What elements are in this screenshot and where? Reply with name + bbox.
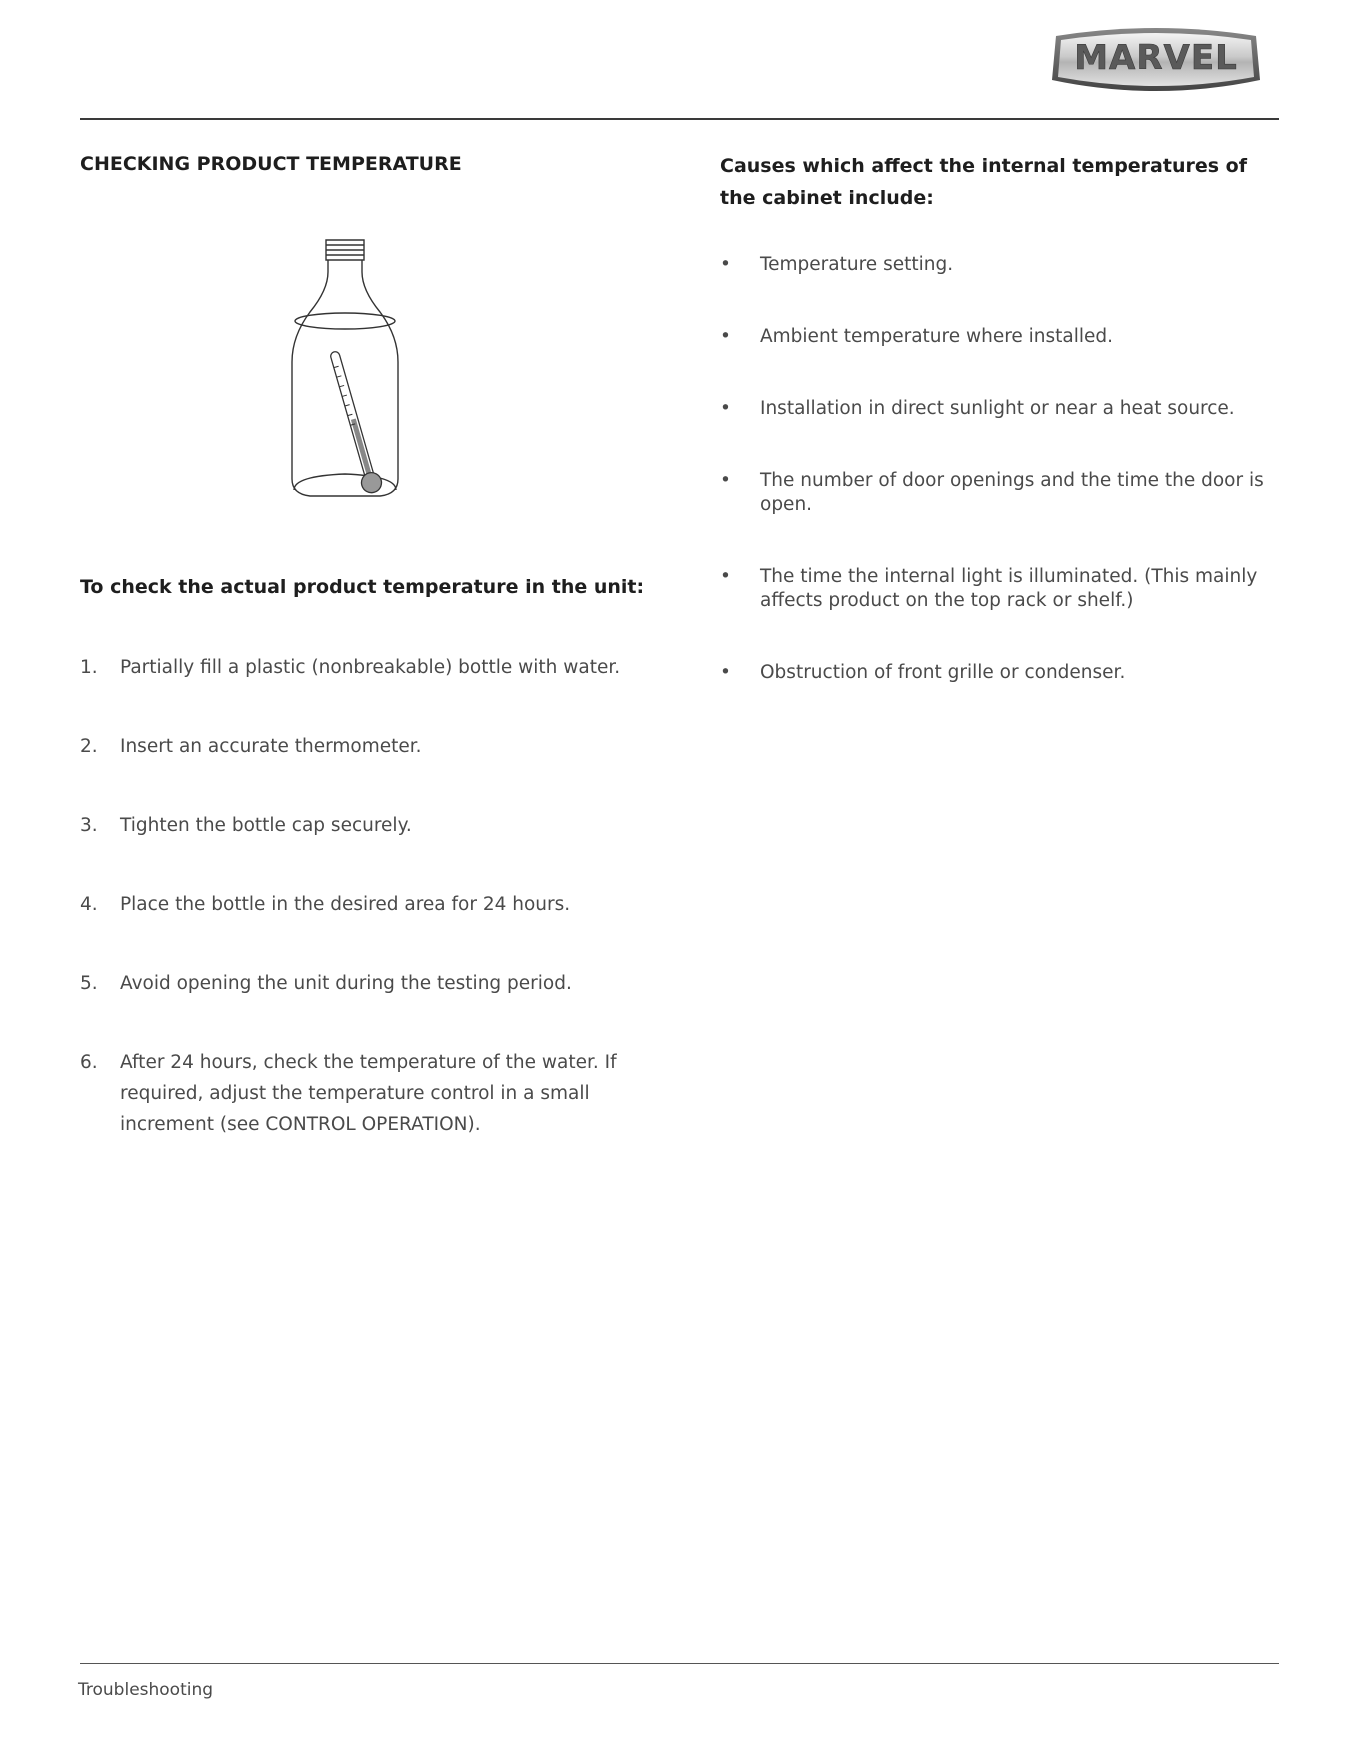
cause-item <box>720 325 1285 349</box>
footer-divider <box>80 1663 1279 1664</box>
marvel-logo <box>1048 22 1264 98</box>
bottle-thermometer-illustration <box>280 232 410 504</box>
step-text: Place the bottle in the desired area for 24 hours. <box>120 894 571 915</box>
right-column <box>720 150 1285 214</box>
cause-text: The time the internal light is illuminated. (This mainly affects product on the top rack or shelf.) <box>760 566 1258 611</box>
section-title: CHECKING PRODUCT TEMPERATURE <box>80 153 462 175</box>
step-item <box>80 968 650 999</box>
cause-text: Temperature setting. <box>760 254 954 275</box>
header-divider <box>80 118 1279 120</box>
step-text: Avoid opening the unit during the testing period. <box>120 973 572 994</box>
step-number: 2. <box>80 736 98 757</box>
step-text: Tighten the bottle cap securely. <box>120 815 412 836</box>
cause-item <box>720 469 1285 517</box>
bullet-icon: • <box>720 398 731 419</box>
cause-item <box>720 565 1285 613</box>
bullet-icon: • <box>720 254 731 275</box>
step-text: Partially fill a plastic (nonbreakable) bottle with water. <box>120 657 621 678</box>
cause-text: Installation in direct sunlight or near a heat source. <box>760 398 1235 419</box>
causes-heading: Causes which affect the internal temperatures of the cabinet include: <box>720 155 1247 209</box>
bullet-icon: • <box>720 662 731 683</box>
step-text: After 24 hours, check the temperature of the water. If required, adjust the temperature control in a small increment (see CONTROL OPERATION). <box>120 1052 617 1135</box>
cause-text: The number of door openings and the time the door is open. <box>760 470 1264 515</box>
bullet-icon: • <box>720 470 731 491</box>
cause-item <box>720 397 1285 421</box>
bullet-icon: • <box>720 326 731 347</box>
step-item <box>80 1047 650 1140</box>
footer-section-label: Troubleshooting <box>78 1680 214 1700</box>
bottle-icon <box>280 232 410 504</box>
cause-item <box>720 253 1285 277</box>
step-number: 3. <box>80 815 98 836</box>
instructions-subhead: To check the actual product temperature in the unit: <box>80 576 645 598</box>
cause-text: Obstruction of front grille or condenser. <box>760 662 1126 683</box>
left-column <box>80 150 650 178</box>
step-number: 5. <box>80 973 98 994</box>
causes-list <box>720 253 1285 685</box>
step-item <box>80 731 650 762</box>
bullet-icon: • <box>720 566 731 587</box>
step-list <box>80 652 650 1188</box>
step-number: 1. <box>80 657 98 678</box>
step-item <box>80 652 650 683</box>
logo-text: MARVEL <box>1074 38 1238 78</box>
step-item <box>80 889 650 920</box>
step-text: Insert an accurate thermometer. <box>120 736 422 757</box>
step-number: 4. <box>80 894 98 915</box>
cause-text: Ambient temperature where installed. <box>760 326 1114 347</box>
step-number: 6. <box>80 1052 98 1073</box>
cause-item <box>720 661 1285 685</box>
step-item <box>80 810 650 841</box>
